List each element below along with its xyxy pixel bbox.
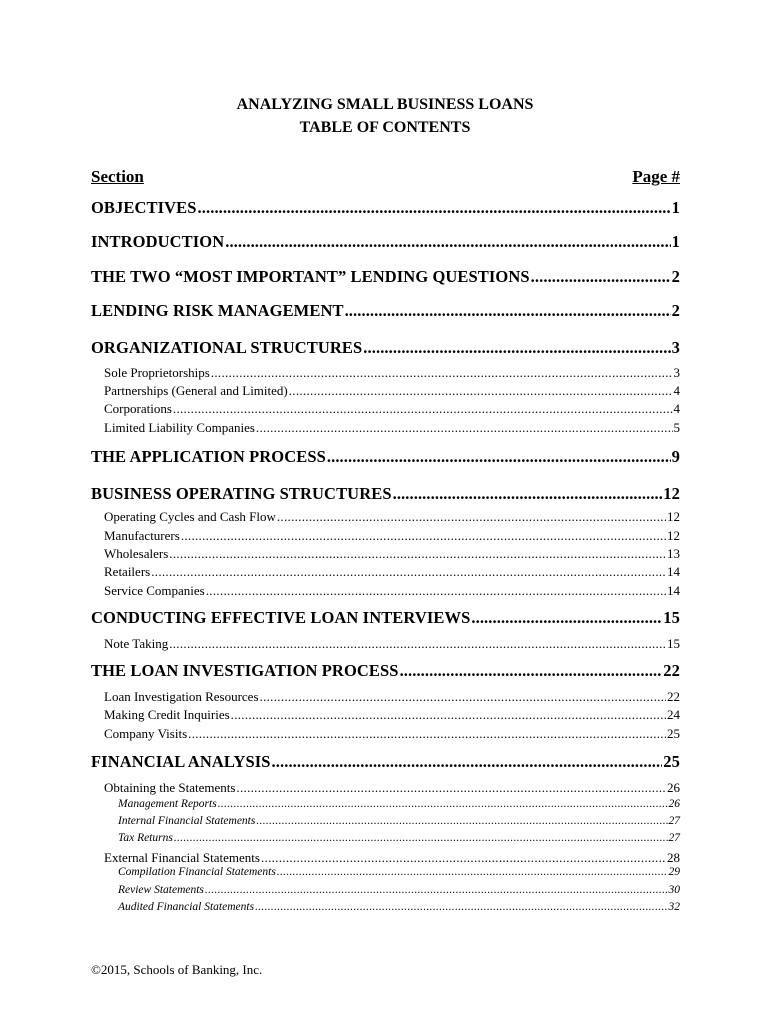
dot-leader	[188, 726, 666, 742]
dot-leader	[261, 850, 666, 866]
copyright-footer: ©2015, Schools of Banking, Inc.	[91, 962, 263, 977]
toc-entry	[104, 707, 680, 723]
toc-entry-page: 1	[671, 232, 680, 251]
toc-entry	[104, 383, 680, 399]
toc-entry-label: Partnerships (General and Limited)	[104, 383, 288, 398]
toc-entry-label: Wholesalers	[104, 546, 169, 561]
toc-entry-label: OBJECTIVES	[91, 198, 197, 217]
dot-leader	[471, 608, 662, 628]
dot-leader	[327, 447, 671, 467]
toc-entry-label: THE TWO “MOST IMPORTANT” LENDING QUESTIONS	[91, 267, 530, 286]
dot-leader	[169, 636, 666, 652]
toc-entry-page: 22	[663, 661, 680, 680]
toc-entry-label: Retailers	[104, 564, 151, 579]
toc-entry-page: 26	[668, 798, 680, 810]
toc-entry-page: 4	[673, 401, 680, 416]
toc-entry-page: 4	[673, 383, 680, 398]
dot-leader	[289, 383, 673, 399]
dot-leader	[256, 420, 673, 436]
document-subtitle: TABLE OF CONTENTS	[299, 119, 471, 136]
toc-entry-label: Making Credit Inquiries	[104, 707, 230, 722]
dot-leader	[272, 752, 663, 772]
section-column-header: Section	[91, 167, 144, 186]
dot-leader	[206, 583, 666, 599]
toc-entry	[104, 528, 680, 544]
toc-entry	[104, 780, 680, 796]
toc-entry-page: 32	[668, 901, 680, 913]
toc-entry	[104, 509, 680, 525]
toc-entry	[91, 608, 680, 628]
toc-entry	[91, 752, 680, 772]
dot-leader	[169, 546, 666, 562]
toc-entry-page: 26	[667, 780, 680, 795]
dot-leader	[236, 780, 666, 796]
toc-entry	[91, 198, 680, 218]
toc-entry	[91, 267, 680, 287]
toc-entry-page: 3	[671, 338, 680, 357]
toc-entry-page: 27	[668, 832, 680, 844]
dot-leader	[198, 198, 671, 218]
dot-leader	[211, 365, 673, 381]
toc-entry	[118, 815, 680, 827]
toc-entry-page: 3	[673, 365, 680, 380]
dot-leader	[205, 884, 668, 896]
toc-entry-page: 25	[667, 726, 680, 741]
toc-entry	[118, 884, 680, 896]
toc-entry-page: 13	[667, 546, 680, 561]
toc-entry-page: 12	[663, 484, 680, 503]
toc-entry-page: 2	[671, 301, 680, 320]
toc-entry	[104, 583, 680, 599]
toc-entry-page: 1	[671, 198, 680, 217]
document-title: ANALYZING SMALL BUSINESS LOANS	[236, 96, 534, 113]
toc-entry	[91, 232, 680, 252]
toc-entry-label: BUSINESS OPERATING STRUCTURES	[91, 484, 392, 503]
toc-entry	[91, 338, 680, 358]
toc-entry	[104, 564, 680, 580]
toc-entry	[104, 546, 680, 562]
toc-entry-label: CONDUCTING EFFECTIVE LOAN INTERVIEWS	[91, 608, 471, 627]
toc-entry-label: LENDING RISK MANAGEMENT	[91, 301, 344, 320]
toc-entry-page: 28	[667, 850, 680, 865]
toc-entry-label: Company Visits	[104, 726, 188, 741]
toc-entry-label: Tax Returns	[118, 832, 173, 844]
toc-entry-label: FINANCIAL ANALYSIS	[91, 752, 271, 771]
toc-entry-page: 12	[667, 528, 680, 543]
dot-leader	[256, 815, 667, 827]
page-column-header: Page #	[632, 167, 680, 186]
dot-leader	[393, 484, 663, 504]
toc-entry	[104, 401, 680, 417]
dot-leader	[531, 267, 671, 287]
dot-leader	[174, 832, 668, 844]
toc-entry-page: 2	[671, 267, 680, 286]
toc-entry	[91, 301, 680, 321]
toc-entry	[104, 636, 680, 652]
toc-entry	[104, 420, 680, 436]
toc-entry	[118, 901, 680, 913]
toc-entry-page: 14	[667, 564, 680, 579]
toc-entry-label: THE APPLICATION PROCESS	[91, 447, 326, 466]
toc-entry-label: Loan Investigation Resources	[104, 689, 259, 704]
toc-entry-page: 12	[667, 509, 680, 524]
toc-entry-label: External Financial Statements	[104, 850, 260, 865]
toc-entry	[118, 832, 680, 844]
toc-entry	[118, 866, 680, 878]
dot-leader	[151, 564, 666, 580]
toc-entry-page: 15	[663, 608, 680, 627]
toc-entry-label: ORGANIZATIONAL STRUCTURES	[91, 338, 363, 357]
toc-entry	[104, 850, 680, 866]
toc-entry-label: INTRODUCTION	[91, 232, 225, 251]
toc-entry-label: Operating Cycles and Cash Flow	[104, 509, 276, 524]
toc-entry-page: 14	[667, 583, 680, 598]
toc-entry	[104, 365, 680, 381]
toc-entry	[104, 689, 680, 705]
toc-entry	[118, 798, 680, 810]
toc-entry-page: 22	[667, 689, 680, 704]
toc-entry-label: Limited Liability Companies	[104, 420, 255, 435]
toc-entry-page: 29	[668, 866, 680, 878]
toc-entry-label: Sole Proprietorships	[104, 365, 210, 380]
dot-leader	[225, 232, 670, 252]
toc-entry-label: Obtaining the Statements	[104, 780, 236, 795]
toc-entry-label: Audited Financial Statements	[118, 901, 255, 913]
toc-entry	[91, 661, 680, 681]
dot-leader	[173, 401, 673, 417]
dot-leader	[277, 866, 668, 878]
toc-entry-label: Service Companies	[104, 583, 205, 598]
toc-entry-label: Corporations	[104, 401, 172, 416]
toc-entry-page: 30	[668, 884, 680, 896]
dot-leader	[255, 901, 667, 913]
dot-leader	[218, 798, 668, 810]
toc-entry-page: 15	[667, 636, 680, 651]
toc-entry	[104, 726, 680, 742]
toc-entry-page: 27	[668, 815, 680, 827]
dot-leader	[345, 301, 671, 321]
toc-entry	[91, 484, 680, 504]
dot-leader	[400, 661, 663, 681]
toc-entry-page: 9	[671, 447, 680, 466]
toc-entry-label: Compilation Financial Statements	[118, 866, 276, 878]
toc-entry-label: Note Taking	[104, 636, 169, 651]
dot-leader	[363, 338, 670, 358]
toc-entry-page: 24	[667, 707, 680, 722]
toc-entry-label: Management Reports	[118, 798, 217, 810]
toc-entry-label: Review Statements	[118, 884, 204, 896]
dot-leader	[260, 689, 666, 705]
toc-entry-label: Internal Financial Statements	[118, 815, 256, 827]
toc-entry-label: THE LOAN INVESTIGATION PROCESS	[91, 661, 399, 680]
toc-entry-page: 5	[673, 420, 680, 435]
dot-leader	[277, 509, 666, 525]
dot-leader	[181, 528, 666, 544]
dot-leader	[231, 707, 666, 723]
toc-entry	[91, 447, 680, 467]
toc-entry-label: Manufacturers	[104, 528, 180, 543]
toc-entry-page: 25	[663, 752, 680, 771]
